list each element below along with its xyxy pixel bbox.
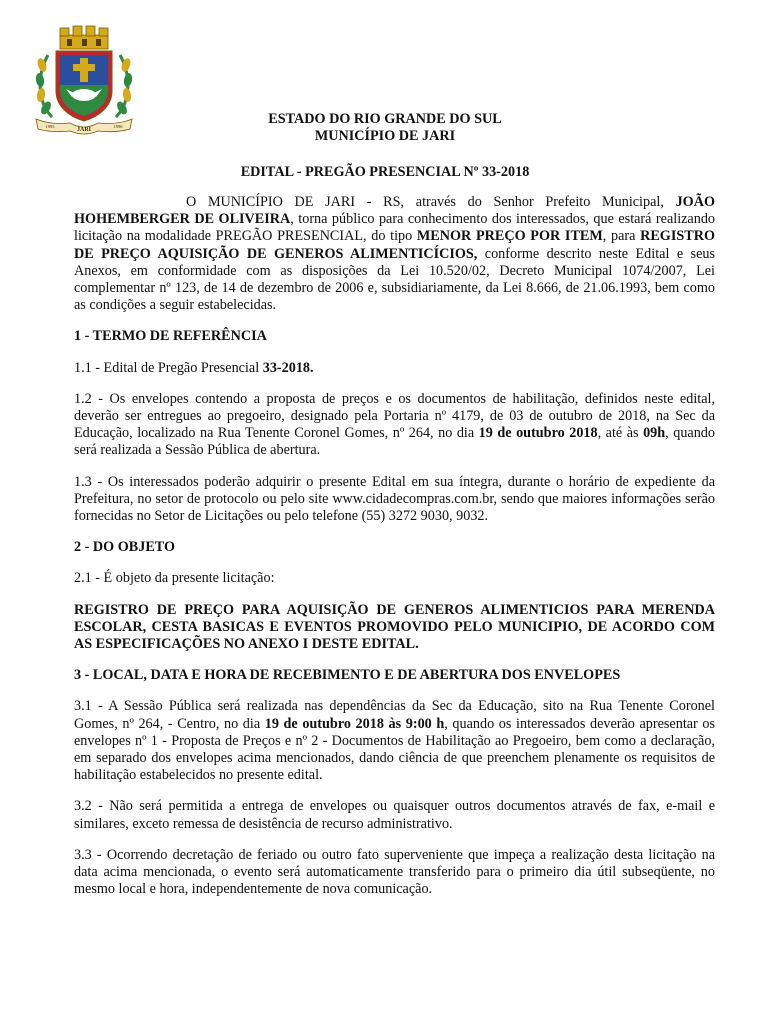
clause-1-1 <box>74 360 715 377</box>
bid-object-short: REGISTRO DE PREÇO AQUISIÇÃO DE GENEROS ALIMENTICÍCIOS, <box>74 228 715 262</box>
document-body <box>74 194 715 913</box>
clause-1-2-text-3: , quando será realizada a Sessão Pública de abertura. <box>74 425 715 459</box>
clause-3-1-datetime: 19 de outubro 2018 às 9:00 h <box>264 715 445 732</box>
clause-1-2-text-2: , até às <box>597 425 644 442</box>
clause-1-1-text: 1.1 - Edital de Pregão Presencial <box>74 359 263 376</box>
section-1-heading: 1 - TERMO DE REFERÊNCIA <box>74 328 267 345</box>
mural-crown-icon <box>60 26 108 49</box>
clause-1-2-time: 09h <box>643 425 666 442</box>
clause-1-1-number: 33-2018. <box>262 359 314 376</box>
clause-1-3: 1.3 - Os interessados poderão adquirir o presente Edital em sua íntegra, durante o horário de expediente da Prefeitura, no setor de protocolo ou pelo site www.cidadecompras.com.br, sendo que maiores informações serão fornecidas no Setor de Licitações ou pelo telefone (55) 3272 9030, 9032. <box>74 473 715 525</box>
scroll-left-date: 1995 <box>45 124 55 129</box>
object-statement: REGISTRO DE PREÇO PARA AQUISIÇÃO DE GENEROS ALIMENTICIOS PARA MERENDA ESCOLAR, CESTA BASICAS E EVENTOS PROMOVIDO PELO MUNICIPIO, DE ACORDO COM AS ESPECIFICAÇÕES NO ANEXO I DESTE EDITAL. <box>74 601 715 653</box>
intro-text-3: , para <box>602 228 641 245</box>
municipality-name: MUNICÍPIO DE JARI <box>314 128 456 144</box>
clause-1-2 <box>74 391 715 460</box>
scroll-right-date: 1996 <box>113 124 123 129</box>
section-3-heading: 3 - LOCAL, DATA E HORA DE RECEBIMENTO E DE ABERTURA DOS ENVELOPES <box>74 667 621 684</box>
intro-text-4: conforme descrito neste Edital e seus Anexos, em conformidade com as disposições da Lei 10.520/02, Decreto Municipal 1074/2007, Lei complementar nº 123, de 14 de dezembro de 2006 e, subsidiariamente, da Lei 8.666, de 21.06.1993, bem como as condições a seguir estabelecidas. <box>74 245 715 314</box>
clause-2-1: 2.1 - É objeto da presente licitação: <box>74 570 275 587</box>
document-header <box>0 111 770 145</box>
right-wheat-branch-icon <box>115 55 133 117</box>
clause-1-2-date: 19 de outubro 2018 <box>478 425 598 442</box>
clause-1-2-text-1: 1.2 - Os envelopes contendo a proposta de preços e os documentos de habilitação, definidos neste edital, deverão ser entregues ao pregoeiro, designado pela Portaria nº 4179, de 03 de outubro de 2018, na Sec da Educação, localizado na Rua Tenente Coronel Gomes, nº 264, no dia <box>74 390 715 442</box>
section-2-heading: 2 - DO OBJETO <box>74 539 176 556</box>
document-title: EDITAL - PREGÃO PRESENCIAL Nº 33-2018 <box>240 164 530 180</box>
scroll-label: JARI <box>76 127 92 133</box>
mayor-name: JOÃO HOHEMBERGER DE OLIVEIRA <box>74 194 715 228</box>
intro-text-1: O MUNICÍPIO DE JARI - RS, através do Senhor Prefeito Municipal, <box>186 194 676 210</box>
intro-text-2: , torna público para conhecimento dos interessados, que estará realizando licitação na modalidade PREGÃO PRESENCIAL, do tipo <box>74 211 716 245</box>
clause-3-1-text-1: 3.1 - A Sessão Pública será realizada nas dependências da Sec da Educação, sito na Rua Tenente Coronel Gomes, nº 264, - Centro, no dia <box>74 698 715 732</box>
clause-3-1-text-2: , quando os interessados deverão apresentar os envelopes nº 1 - Proposta de Preços e nº 2 - Documentos de Habilitação ao Pregoeiro, bem como a declaração, em separado dos envelopes acima mencionados, dando ciência de que preenchem plenamente os requisitos de habilitação estabelecidos no presente edital. <box>74 715 716 784</box>
left-wheat-branch-icon <box>35 55 53 117</box>
clause-3-3: 3.3 - Ocorrendo decretação de feriado ou outro fato superveniente que impeça a realização desta licitação na data acima mencionada, o evento será automaticamente transferido para o primeiro dia útil subseqüente, no mesmo local e hora, independentemente de nova comunicação. <box>74 846 715 898</box>
state-name: ESTADO DO RIO GRANDE DO SUL <box>268 111 502 127</box>
intro-paragraph <box>74 194 715 314</box>
clause-3-1 <box>74 698 715 784</box>
clause-3-2: 3.2 - Não será permitida a entrega de envelopes ou quaisquer outros documentos através de fax, e-mail e similares, exceto remessa de desistência de recurso administrativo. <box>74 798 715 832</box>
bid-type: MENOR PREÇO POR ITEM <box>416 228 603 245</box>
